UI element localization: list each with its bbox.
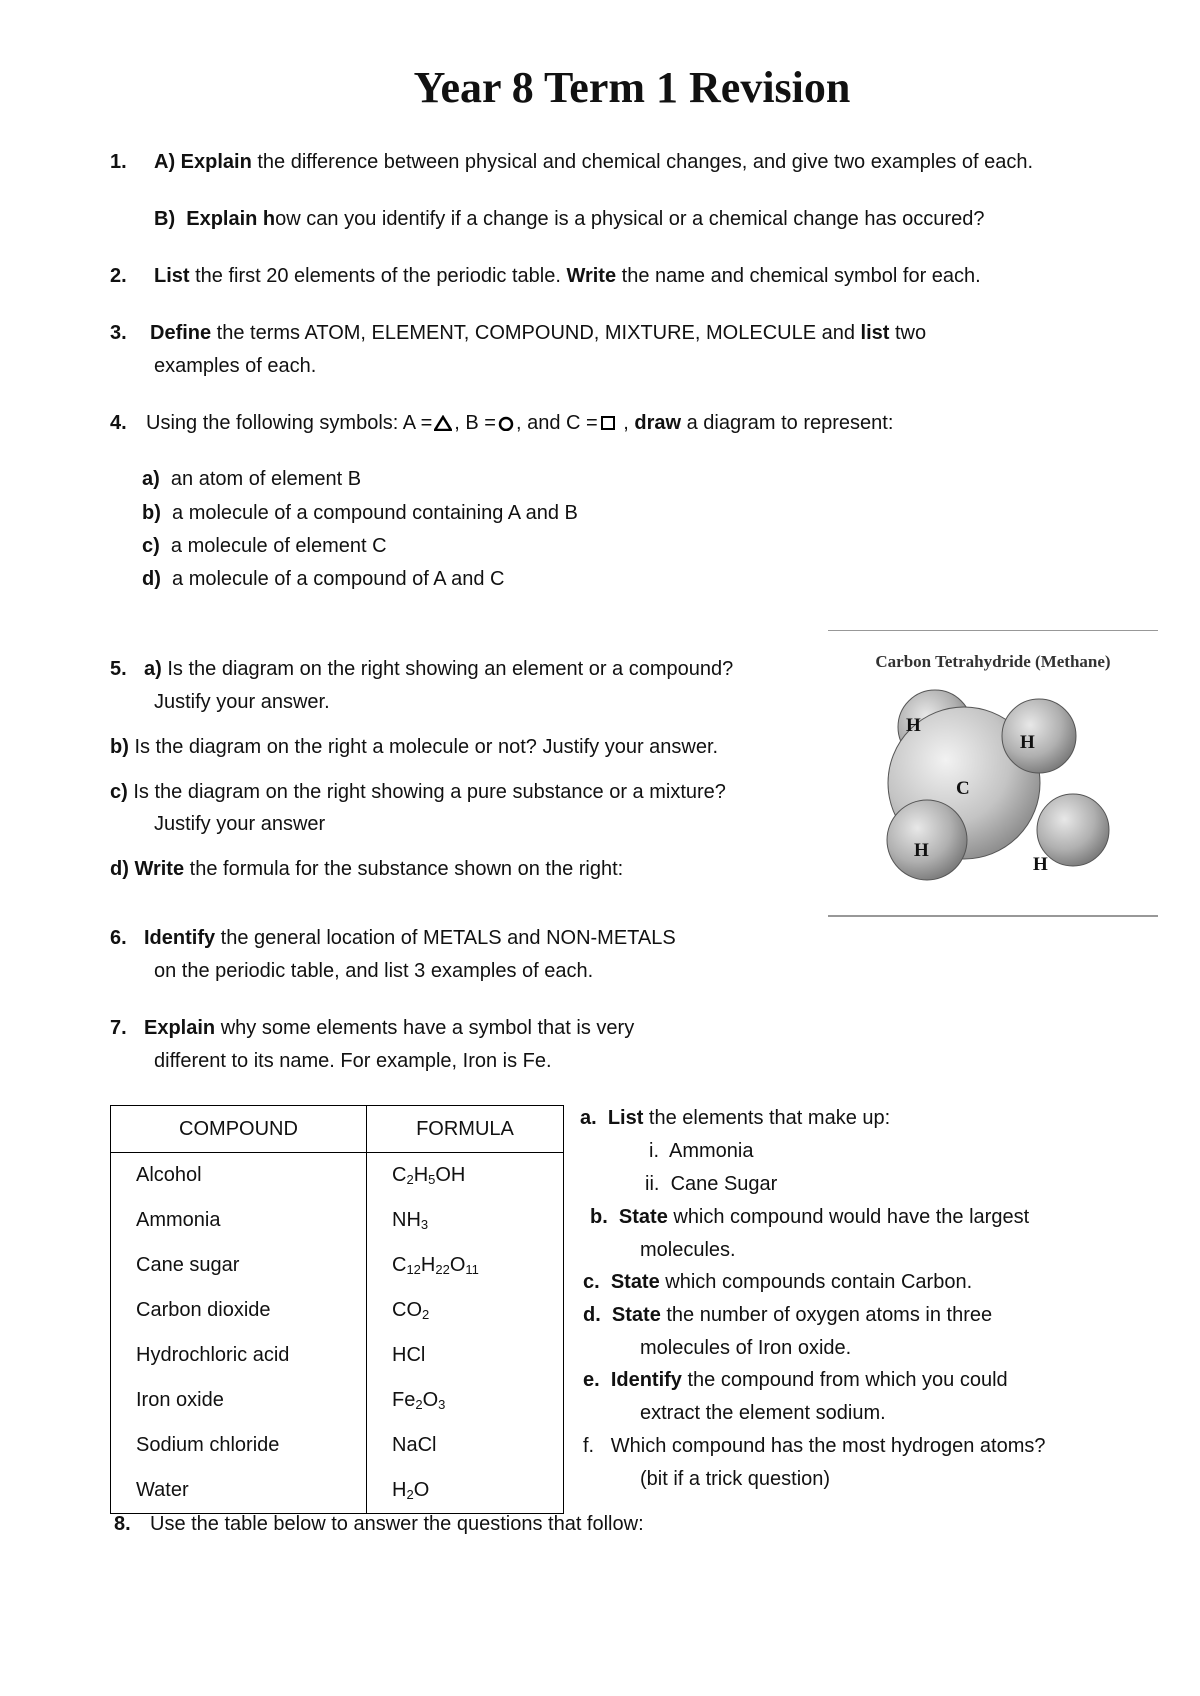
question-5a-line-2: Justify your answer. bbox=[154, 691, 330, 713]
side-question-b-line-2: molecules. bbox=[640, 1239, 736, 1261]
table-row bbox=[111, 1378, 564, 1423]
question-8-number: 8. bbox=[114, 1513, 131, 1535]
formula-cell bbox=[367, 1288, 564, 1333]
formula-subscript: 2 bbox=[422, 1307, 430, 1322]
question-7-line-2: different to its name. For example, Iron is Fe. bbox=[154, 1050, 552, 1072]
question-3-line-2: examples of each. bbox=[154, 355, 317, 377]
compound-name-cell: Cane sugar bbox=[111, 1243, 367, 1288]
table-row bbox=[111, 1288, 564, 1333]
question-8: Use the table below to answer the questions that follow: bbox=[150, 1513, 644, 1535]
side-question-a-ii: ii. Cane Sugar bbox=[645, 1173, 778, 1195]
side-question-e-line-2: extract the element sodium. bbox=[640, 1402, 886, 1424]
question-4a: a) an atom of element B bbox=[142, 468, 362, 490]
figure-caption: Carbon Tetrahydride (Methane) bbox=[875, 652, 1111, 671]
formula-cell bbox=[367, 1243, 564, 1288]
formula-subscript: 2 bbox=[406, 1487, 414, 1502]
formula-element: H bbox=[413, 1164, 429, 1186]
atom-label-h: H bbox=[1033, 854, 1048, 875]
question-1-number: 1. bbox=[110, 151, 127, 173]
compound-formula-table bbox=[110, 1105, 564, 1514]
question-4d: d) a molecule of a compound of A and C bbox=[142, 568, 505, 590]
formula-element: CO bbox=[392, 1299, 422, 1321]
formula-element: H bbox=[420, 1254, 436, 1276]
table-row bbox=[111, 1468, 564, 1514]
atom-label-h: H bbox=[1020, 732, 1035, 753]
side-question-f: f. Which compound has the most hydrogen atoms? bbox=[583, 1435, 1046, 1457]
question-5c: c) Is the diagram on the right showing a pure substance or a mixture? bbox=[110, 781, 726, 803]
methane-molecule-diagram bbox=[828, 630, 1158, 920]
formula-cell bbox=[367, 1153, 564, 1199]
methane-figure bbox=[828, 630, 1158, 920]
formula-subscript: 11 bbox=[465, 1262, 479, 1277]
question-3: Define the terms ATOM, ELEMENT, COMPOUND, MIXTURE, MOLECULE and list two bbox=[150, 322, 927, 344]
question-2-number: 2. bbox=[110, 265, 127, 287]
side-question-d-line-2: molecules of Iron oxide. bbox=[640, 1337, 852, 1359]
side-question-e: e. Identify the compound from which you could bbox=[583, 1369, 1008, 1391]
side-question-f-line-2: (bit if a trick question) bbox=[640, 1468, 831, 1490]
question-4: Using the following symbols: A = , B = , and C = , draw a diagram to represent: bbox=[146, 412, 894, 434]
table-row bbox=[111, 1423, 564, 1468]
compound-name-cell: Iron oxide bbox=[111, 1378, 367, 1423]
question-5d: d) Write the formula for the substance shown on the right: bbox=[110, 858, 624, 880]
compound-name-cell: Hydrochloric acid bbox=[111, 1333, 367, 1378]
question-5b: b) Is the diagram on the right a molecule or not? Justify your answer. bbox=[110, 736, 719, 758]
side-question-a-i: i. Ammonia bbox=[649, 1140, 754, 1162]
question-5c-line-2: Justify your answer bbox=[154, 813, 326, 835]
formula-subscript: 22 bbox=[435, 1262, 450, 1277]
compound-name-cell: Ammonia bbox=[111, 1198, 367, 1243]
formula-element: OH bbox=[435, 1164, 466, 1186]
column-header-formula: FORMULA bbox=[367, 1106, 564, 1153]
side-question-d: d. State the number of oxygen atoms in three bbox=[583, 1304, 993, 1326]
column-header-compound: COMPOUND bbox=[111, 1106, 367, 1153]
atom-label-h: H bbox=[914, 840, 929, 861]
question-7: Explain why some elements have a symbol that is very bbox=[144, 1017, 635, 1039]
compound-name-cell: Carbon dioxide bbox=[111, 1288, 367, 1333]
table-row bbox=[111, 1333, 564, 1378]
compound-name-cell: Alcohol bbox=[111, 1153, 367, 1199]
question-4c: c) a molecule of element C bbox=[142, 535, 387, 557]
table-row bbox=[111, 1243, 564, 1288]
table-header-row bbox=[111, 1106, 564, 1153]
circle-icon bbox=[498, 415, 514, 431]
question-4-number: 4. bbox=[110, 412, 127, 434]
formula-cell bbox=[367, 1333, 564, 1378]
question-5a: a) Is the diagram on the right showing an element or a compound? bbox=[144, 658, 734, 680]
hydrogen-atom-bottom-right bbox=[1037, 794, 1109, 866]
table-row bbox=[111, 1198, 564, 1243]
question-6: Identify the general location of METALS and NON-METALS bbox=[144, 927, 676, 949]
square-icon bbox=[600, 415, 616, 431]
question-6-number: 6. bbox=[110, 927, 127, 949]
formula-cell bbox=[367, 1198, 564, 1243]
atom-label-h: H bbox=[906, 715, 921, 736]
hydrogen-atom-top-right bbox=[1002, 699, 1076, 773]
question-2: List the first 20 elements of the periodic table. Write the name and chemical symbol for each. bbox=[154, 265, 981, 287]
table-row bbox=[111, 1153, 564, 1199]
compound-name-cell: Sodium chloride bbox=[111, 1423, 367, 1468]
formula-cell bbox=[367, 1423, 564, 1468]
side-question-c: c. State which compounds contain Carbon. bbox=[583, 1271, 973, 1293]
formula-element: C bbox=[392, 1254, 407, 1276]
page-title: Year 8 Term 1 Revision bbox=[413, 63, 851, 112]
formula-element: H bbox=[392, 1479, 407, 1501]
compound-name-cell: Water bbox=[111, 1468, 367, 1514]
question-1a: A) Explain the difference between physical and chemical changes, and give two examples of each. bbox=[154, 151, 1034, 173]
question-1b: B) Explain how can you identify if a change is a physical or a chemical change has occured? bbox=[154, 208, 985, 230]
question-7-number: 7. bbox=[110, 1017, 127, 1039]
question-4b: b) a molecule of a compound containing A and B bbox=[142, 502, 578, 524]
question-6-line-2: on the periodic table, and list 3 examples of each. bbox=[154, 960, 594, 982]
formula-element: NaCl bbox=[392, 1434, 437, 1456]
side-question-a: a. List the elements that make up: bbox=[580, 1107, 891, 1129]
formula-element: Fe bbox=[392, 1389, 416, 1411]
formula-subscript: 3 bbox=[438, 1397, 446, 1412]
question-3-number: 3. bbox=[110, 322, 127, 344]
formula-cell bbox=[367, 1378, 564, 1423]
formula-cell bbox=[367, 1468, 564, 1514]
formula-element: O bbox=[449, 1254, 466, 1276]
formula-element: O bbox=[422, 1389, 439, 1411]
formula-element: C bbox=[392, 1164, 407, 1186]
formula-subscript: 3 bbox=[420, 1217, 429, 1232]
atom-label-c: C bbox=[956, 778, 970, 799]
side-question-b: b. State which compound would have the largest bbox=[590, 1206, 1030, 1228]
formula-element: HCl bbox=[392, 1344, 426, 1366]
formula-subscript: 12 bbox=[406, 1262, 421, 1277]
formula-subscript: 5 bbox=[428, 1172, 436, 1187]
formula-subscript: 2 bbox=[406, 1172, 414, 1187]
formula-element: NH bbox=[392, 1209, 421, 1231]
question-5-number: 5. bbox=[110, 658, 127, 680]
formula-element: O bbox=[413, 1479, 430, 1501]
triangle-icon bbox=[434, 415, 452, 431]
formula-subscript: 2 bbox=[415, 1397, 423, 1412]
